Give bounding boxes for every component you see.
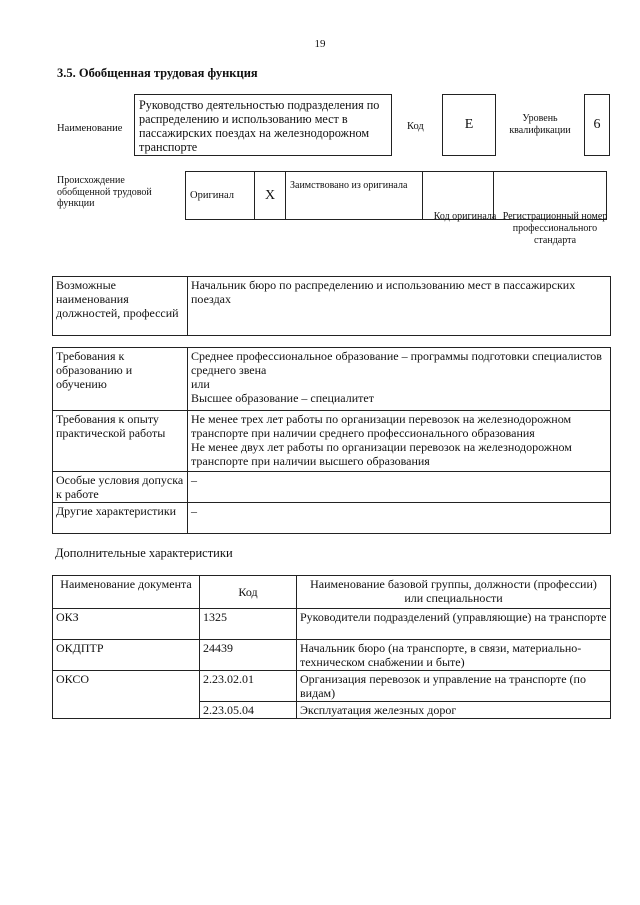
name-label: Наименование (57, 123, 123, 134)
reg-number-caption: Регистрационный номер профессионального стандарта (502, 211, 608, 246)
function-name-box: Руководство деятельностью подразделения по распределению и использованию мест в пассажирских поездах на железнодорожном транспорте (134, 94, 392, 156)
table-row (53, 609, 611, 640)
req-conditions-label: Особые условия допуска к работе (53, 472, 188, 503)
req-education-line: или (191, 377, 210, 391)
level-value: 6 (593, 117, 601, 132)
header-name: Наименование базовой группы, должности (профессии) или специальности (297, 576, 611, 609)
req-education-line: Среднее профессиональное образование – программы подготовки специалистов среднего звена (191, 349, 602, 377)
additional-title: Дополнительные характеристики (55, 546, 233, 560)
requirements-table (52, 347, 611, 534)
level-label: Уровень квалификации (509, 113, 571, 136)
table-row (53, 640, 611, 671)
row-doc: ОКДПТР (53, 640, 200, 671)
original-code-caption: Код оригинала (433, 211, 497, 222)
origin-label: Происхождение обобщенной трудовой функции (57, 175, 152, 209)
req-education-value (188, 348, 611, 411)
original-mark: X (255, 172, 286, 220)
level-value-box (584, 94, 610, 156)
positions-value: Начальник бюро по распределению и использованию мест в пассажирских поездах (188, 277, 611, 336)
row-code: 2.23.05.04 (200, 702, 297, 719)
row-code: 2.23.02.01 (200, 671, 297, 702)
req-experience-label: Требования к опыту практической работы (53, 411, 188, 472)
positions-table (52, 276, 611, 336)
row-name: Начальник бюро (на транспорте, в связи, материально-техническом снабжении и быте) (297, 640, 611, 671)
req-experience-line: Не менее двух лет работы по организации перевозок на железнодорожном транспорте при наличии высшего образования (191, 440, 572, 468)
row-code: 1325 (200, 609, 297, 640)
page-number: 19 (314, 38, 326, 50)
additional-table (52, 575, 611, 719)
header-code: Код (200, 576, 297, 609)
req-experience-value (188, 411, 611, 472)
code-label: Код (407, 121, 424, 132)
row-code: 24439 (200, 640, 297, 671)
header-doc: Наименование документа (53, 576, 200, 609)
row-name: Организация перевозок и управление на транспорте (по видам) (297, 671, 611, 702)
row-doc: ОКЗ (53, 609, 200, 640)
req-education-label: Требования к образованию и обучению (53, 348, 188, 411)
section-heading: 3.5. Обобщенная трудовая функция (57, 66, 258, 80)
req-other-label: Другие характеристики (53, 503, 188, 534)
row-name: Эксплуатация железных дорог (297, 702, 611, 719)
table-row (53, 671, 611, 702)
original-label: Оригинал (186, 172, 255, 220)
req-experience-line: Не менее трех лет работы по организации перевозок на железнодорожном транспорте при наличии среднего профессионального образования (191, 412, 572, 440)
positions-label: Возможные наименования должностей, профессий (53, 277, 188, 336)
req-education-line: Высшее образование – специалитет (191, 391, 374, 405)
row-doc: ОКСО (53, 671, 200, 719)
code-value: E (464, 117, 474, 132)
borrowed-label: Заимствовано из оригинала (286, 172, 423, 220)
row-name: Руководители подразделений (управляющие) на транспорте (297, 609, 611, 640)
req-other-value: – (188, 503, 611, 534)
req-conditions-value: – (188, 472, 611, 503)
code-value-box (442, 94, 496, 156)
